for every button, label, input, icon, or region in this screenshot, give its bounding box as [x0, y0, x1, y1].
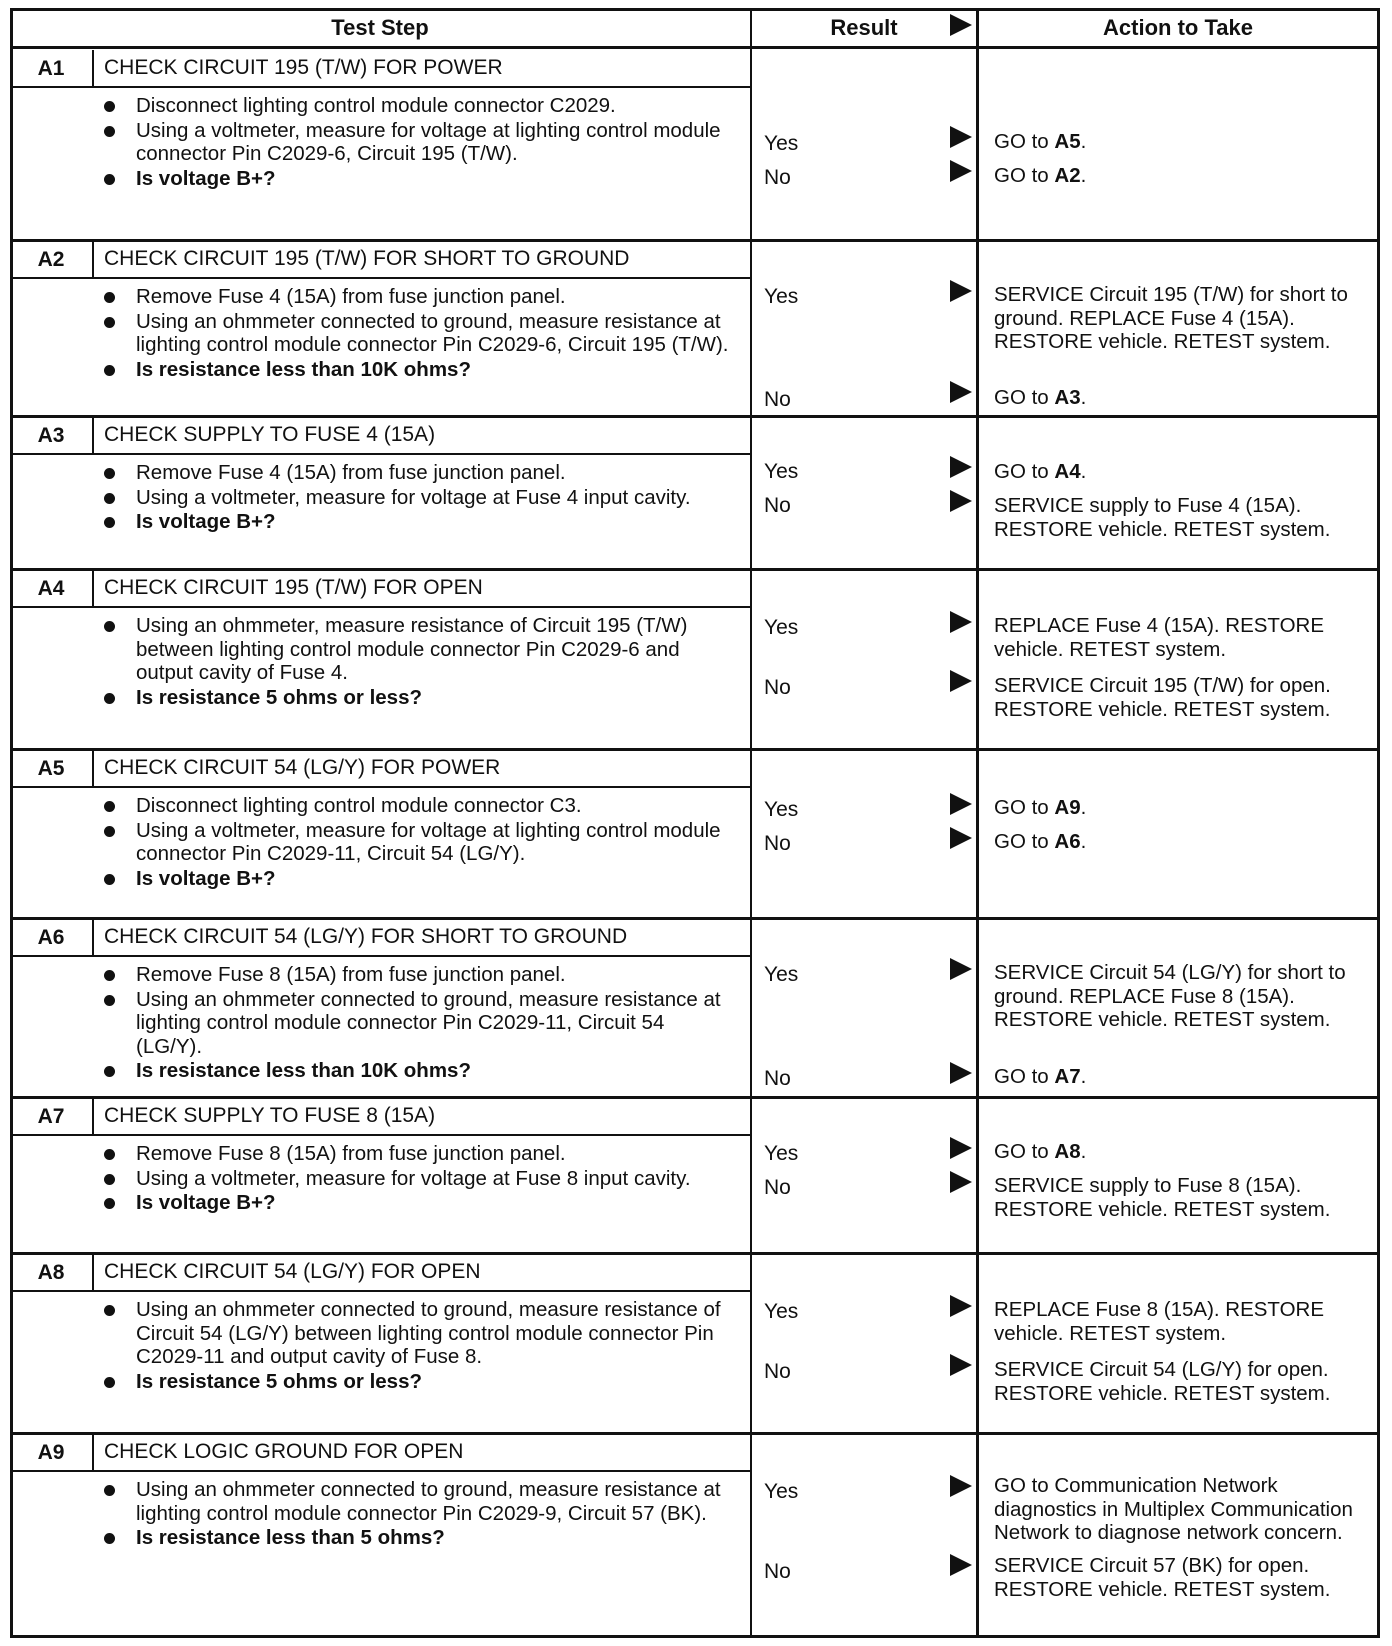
step-instructions — [100, 1478, 730, 1551]
bullet-icon — [104, 826, 115, 837]
result-arrow-icon — [950, 827, 972, 849]
instruction-item — [100, 94, 730, 118]
result-no: No — [764, 1176, 791, 1199]
step-question — [100, 1370, 730, 1394]
step-title: CHECK CIRCUIT 195 (T/W) FOR SHORT TO GROUND — [104, 247, 630, 270]
bullet-icon — [104, 1174, 115, 1185]
result-no: No — [764, 832, 791, 855]
result-arrow-icon — [950, 958, 972, 980]
bullet-icon — [104, 493, 115, 504]
action-no — [994, 1358, 1374, 1405]
step-id-divider — [92, 50, 94, 88]
action-text: SERVICE Circuit 54 (LG/Y) for open. RESTORE vehicle. RETEST system. — [994, 1358, 1331, 1405]
bullet-icon — [104, 317, 115, 328]
step-title-underline — [10, 86, 750, 88]
bullet-icon — [104, 801, 115, 812]
step-title-underline — [10, 1134, 750, 1136]
result-yes: Yes — [764, 1480, 799, 1503]
instruction-item — [100, 988, 730, 1059]
step-instructions — [100, 94, 730, 191]
step-row-a7 — [10, 1096, 1380, 1252]
step-instructions — [100, 1298, 730, 1394]
action-text: SERVICE supply to Fuse 4 (15A). RESTORE vehicle. RETEST system. — [994, 494, 1331, 541]
header-arrow-icon — [950, 14, 972, 36]
action-text: SERVICE supply to Fuse 8 (15A). RESTORE vehicle. RETEST system. — [994, 1174, 1331, 1221]
result-yes: Yes — [764, 616, 799, 639]
action-suffix: . — [1080, 130, 1087, 153]
question-text: Is voltage B+? — [136, 166, 276, 190]
action-suffix: . — [1080, 796, 1087, 819]
bullet-icon — [104, 101, 115, 112]
action-target-step: A4 — [1054, 460, 1081, 483]
action-no — [994, 164, 1374, 188]
step-id: A7 — [37, 1104, 65, 1128]
step-question — [100, 167, 730, 191]
instruction-item — [100, 285, 730, 309]
bullet-icon — [104, 1485, 115, 1496]
step-instructions — [100, 461, 730, 535]
step-id: A1 — [37, 56, 65, 80]
step-title: CHECK CIRCUIT 195 (T/W) FOR OPEN — [104, 576, 483, 599]
action-yes — [994, 283, 1374, 354]
step-row-a3 — [10, 415, 1380, 568]
question-text: Is voltage B+? — [136, 866, 276, 890]
step-row-a4 — [10, 568, 1380, 748]
step-id: A4 — [37, 576, 65, 600]
question-text: Is resistance 5 ohms or less? — [136, 685, 422, 709]
result-no: No — [764, 494, 791, 517]
bullet-icon — [104, 1066, 115, 1077]
action-text: GO to — [994, 1140, 1055, 1163]
action-yes — [994, 1474, 1374, 1545]
instruction-text: Using an ohmmeter connected to ground, measure resistance at lighting control module connector Pin C2029-9, Circuit 57 (BK). — [136, 1478, 721, 1525]
step-title-underline — [10, 453, 750, 455]
instruction-text: Remove Fuse 8 (15A) from fuse junction panel. — [136, 1142, 566, 1165]
action-yes — [994, 614, 1374, 661]
result-arrow-icon — [950, 611, 972, 633]
step-title-underline — [10, 277, 750, 279]
result-arrow-icon — [950, 1354, 972, 1376]
bullet-icon — [104, 995, 115, 1006]
step-title-underline — [10, 955, 750, 957]
action-text: REPLACE Fuse 8 (15A). RESTORE vehicle. RETEST system. — [994, 1298, 1325, 1345]
instruction-text: Using an ohmmeter connected to ground, measure resistance of Circuit 54 (LG/Y) between lighting control module connector Pin C2029-11 and output cavity of Fuse 8. — [136, 1298, 721, 1368]
bullet-icon — [104, 292, 115, 303]
action-yes — [994, 460, 1374, 484]
result-arrow-icon — [950, 1062, 972, 1084]
result-no: No — [764, 676, 791, 699]
action-target-step: A6 — [1054, 830, 1081, 853]
step-question — [100, 867, 730, 891]
action-yes — [994, 1140, 1374, 1164]
step-question — [100, 1191, 730, 1215]
bullet-icon — [104, 970, 115, 981]
step-row-a6 — [10, 917, 1380, 1096]
step-id-divider — [92, 1254, 94, 1292]
instruction-text: Disconnect lighting control module connector C3. — [136, 794, 582, 817]
instruction-item — [100, 1478, 730, 1525]
action-suffix: . — [1080, 460, 1087, 483]
action-target-step: A8 — [1054, 1140, 1081, 1163]
action-suffix: . — [1080, 164, 1087, 187]
bullet-icon — [104, 1198, 115, 1209]
question-text: Is resistance 5 ohms or less? — [136, 1369, 422, 1393]
question-text: Is resistance less than 10K ohms? — [136, 357, 471, 381]
action-yes — [994, 1298, 1374, 1345]
action-text: GO to Communication Network diagnostics in Multiplex Communication Network to diagnose network concern. — [994, 1474, 1353, 1544]
diagnostic-table — [10, 8, 1380, 1638]
table-bottom-border — [10, 1635, 1380, 1638]
result-yes: Yes — [764, 132, 799, 155]
action-text: GO to — [994, 1065, 1055, 1088]
bullet-icon — [104, 693, 115, 704]
result-yes: Yes — [764, 963, 799, 986]
step-instructions — [100, 794, 730, 891]
action-no — [994, 674, 1374, 721]
action-no — [994, 494, 1374, 541]
action-text: SERVICE Circuit 57 (BK) for open. RESTORE vehicle. RETEST system. — [994, 1554, 1331, 1601]
instruction-text: Disconnect lighting control module connector C2029. — [136, 94, 616, 117]
bullet-icon — [104, 1377, 115, 1388]
step-title-underline — [10, 786, 750, 788]
step-id: A9 — [37, 1440, 65, 1464]
action-target-step: A2 — [1054, 164, 1081, 187]
instruction-text: Using a voltmeter, measure for voltage at lighting control module connector Pin C2029-6, Circuit 195 (T/W). — [136, 118, 721, 165]
action-text: SERVICE Circuit 195 (T/W) for open. RESTORE vehicle. RETEST system. — [994, 674, 1331, 721]
question-text: Is voltage B+? — [136, 1191, 276, 1214]
result-arrow-icon — [950, 456, 972, 478]
step-id-divider — [92, 750, 94, 788]
step-title-underline — [10, 1470, 750, 1472]
question-text: Is resistance less than 5 ohms? — [136, 1526, 445, 1549]
result-no: No — [764, 1067, 791, 1090]
action-no — [994, 1065, 1374, 1089]
bullet-icon — [104, 126, 115, 137]
step-question — [100, 510, 730, 534]
bullet-icon — [104, 874, 115, 885]
action-text: GO to — [994, 386, 1055, 409]
instruction-item — [100, 794, 730, 818]
instruction-item — [100, 1167, 730, 1191]
action-yes — [994, 961, 1374, 1032]
action-suffix: . — [1080, 1140, 1087, 1163]
result-no: No — [764, 1360, 791, 1383]
step-id-divider — [92, 919, 94, 957]
step-title: CHECK CIRCUIT 54 (LG/Y) FOR SHORT TO GROUND — [104, 925, 628, 948]
bullet-icon — [104, 1149, 115, 1160]
action-text: SERVICE Circuit 54 (LG/Y) for short to ground. REPLACE Fuse 8 (15A). RESTORE vehicle. RETEST system. — [994, 961, 1346, 1031]
instruction-item — [100, 310, 730, 357]
result-no: No — [764, 1560, 791, 1583]
step-row-a2 — [10, 239, 1380, 415]
step-id-divider — [92, 570, 94, 608]
result-yes: Yes — [764, 460, 799, 483]
instruction-item — [100, 461, 730, 485]
result-yes: Yes — [764, 285, 799, 308]
step-instructions — [100, 614, 730, 710]
result-arrow-icon — [950, 1475, 972, 1497]
instruction-text: Using an ohmmeter connected to ground, measure resistance at lighting control module connector Pin C2029-11, Circuit 54 (LG/Y). — [136, 987, 721, 1058]
result-no: No — [764, 388, 791, 411]
step-id: A2 — [37, 247, 65, 271]
step-id-divider — [92, 241, 94, 279]
instruction-item — [100, 119, 730, 166]
action-no — [994, 1554, 1374, 1601]
step-id: A6 — [37, 925, 65, 949]
instruction-text: Remove Fuse 4 (15A) from fuse junction panel. — [136, 461, 566, 484]
step-instructions — [100, 1142, 730, 1216]
bullet-icon — [104, 365, 115, 376]
header-result: Result — [830, 15, 898, 40]
action-no — [994, 1174, 1374, 1221]
action-text: REPLACE Fuse 4 (15A). RESTORE vehicle. RETEST system. — [994, 614, 1325, 661]
result-arrow-icon — [950, 793, 972, 815]
step-row-a1 — [10, 48, 1380, 239]
action-suffix: . — [1080, 386, 1087, 409]
instruction-text: Using a voltmeter, measure for voltage at lighting control module connector Pin C2029-11, Circuit 54 (LG/Y). — [136, 818, 721, 865]
instruction-item — [100, 819, 730, 866]
step-title: CHECK CIRCUIT 195 (T/W) FOR POWER — [104, 56, 503, 79]
step-title-underline — [10, 606, 750, 608]
bullet-icon — [104, 468, 115, 479]
action-yes — [994, 130, 1374, 154]
action-text: GO to — [994, 164, 1055, 187]
step-question — [100, 358, 730, 382]
step-title: CHECK CIRCUIT 54 (LG/Y) FOR POWER — [104, 756, 501, 779]
action-text: GO to — [994, 830, 1055, 853]
result-arrow-icon — [950, 1554, 972, 1576]
step-instructions — [100, 963, 730, 1084]
action-suffix: . — [1080, 1065, 1087, 1088]
result-arrow-icon — [950, 1137, 972, 1159]
step-title: CHECK SUPPLY TO FUSE 4 (15A) — [104, 423, 436, 446]
bullet-icon — [104, 1305, 115, 1316]
result-yes: Yes — [764, 1300, 799, 1323]
action-target-step: A5 — [1054, 130, 1081, 153]
action-yes — [994, 796, 1374, 820]
step-title: CHECK SUPPLY TO FUSE 8 (15A) — [104, 1104, 436, 1127]
result-arrow-icon — [950, 126, 972, 148]
instruction-item — [100, 963, 730, 987]
action-text: SERVICE Circuit 195 (T/W) for short to ground. REPLACE Fuse 4 (15A). RESTORE vehicle. RETEST system. — [994, 283, 1348, 353]
instruction-item — [100, 614, 730, 685]
instruction-text: Remove Fuse 4 (15A) from fuse junction panel. — [136, 285, 566, 308]
action-target-step: A9 — [1054, 796, 1081, 819]
bullet-icon — [104, 621, 115, 632]
instruction-text: Using a voltmeter, measure for voltage at Fuse 8 input cavity. — [136, 1166, 691, 1190]
step-title: CHECK CIRCUIT 54 (LG/Y) FOR OPEN — [104, 1260, 481, 1283]
step-id: A5 — [37, 756, 65, 780]
action-text: GO to — [994, 130, 1055, 153]
step-title-underline — [10, 1290, 750, 1292]
step-row-a8 — [10, 1252, 1380, 1432]
action-target-step: A7 — [1054, 1065, 1081, 1088]
header-test-step: Test Step — [331, 15, 429, 40]
step-instructions — [100, 285, 730, 382]
step-title: CHECK LOGIC GROUND FOR OPEN — [104, 1440, 464, 1463]
result-yes: Yes — [764, 1142, 799, 1165]
instruction-text: Using an ohmmeter, measure resistance of Circuit 195 (T/W) between lighting control module connector Pin C2029-6 and output cavity of Fuse 4. — [136, 614, 688, 684]
action-suffix: . — [1080, 830, 1087, 853]
result-arrow-icon — [950, 1295, 972, 1317]
bullet-icon — [104, 1533, 115, 1544]
step-row-a5 — [10, 748, 1380, 917]
instruction-item — [100, 1298, 730, 1369]
action-no — [994, 386, 1374, 410]
action-text: GO to — [994, 796, 1055, 819]
instruction-text: Using a voltmeter, measure for voltage at Fuse 4 input cavity. — [136, 485, 691, 509]
question-text: Is resistance less than 10K ohms? — [136, 1059, 471, 1082]
result-no: No — [764, 166, 791, 189]
result-arrow-icon — [950, 160, 972, 182]
step-id-divider — [92, 417, 94, 455]
step-question — [100, 1526, 730, 1550]
result-arrow-icon — [950, 381, 972, 403]
action-text: GO to — [994, 460, 1055, 483]
bullet-icon — [104, 517, 115, 528]
step-id-divider — [92, 1098, 94, 1136]
action-target-step: A3 — [1054, 386, 1081, 409]
instruction-item — [100, 486, 730, 510]
header-action: Action to Take — [1103, 15, 1253, 40]
result-arrow-icon — [950, 670, 972, 692]
instruction-item — [100, 1142, 730, 1166]
instruction-text: Using an ohmmeter connected to ground, measure resistance at lighting control module connector Pin C2029-6, Circuit 195 (T/W). — [136, 309, 729, 356]
step-id: A3 — [37, 423, 65, 447]
result-arrow-icon — [950, 1171, 972, 1193]
step-id: A8 — [37, 1260, 65, 1284]
step-question — [100, 686, 730, 710]
instruction-text: Remove Fuse 8 (15A) from fuse junction panel. — [136, 963, 566, 986]
step-row-a9 — [10, 1432, 1380, 1635]
action-no — [994, 830, 1374, 854]
step-id-divider — [92, 1434, 94, 1472]
step-question — [100, 1059, 730, 1083]
result-arrow-icon — [950, 490, 972, 512]
result-yes: Yes — [764, 798, 799, 821]
question-text: Is voltage B+? — [136, 510, 276, 533]
result-arrow-icon — [950, 280, 972, 302]
bullet-icon — [104, 174, 115, 185]
